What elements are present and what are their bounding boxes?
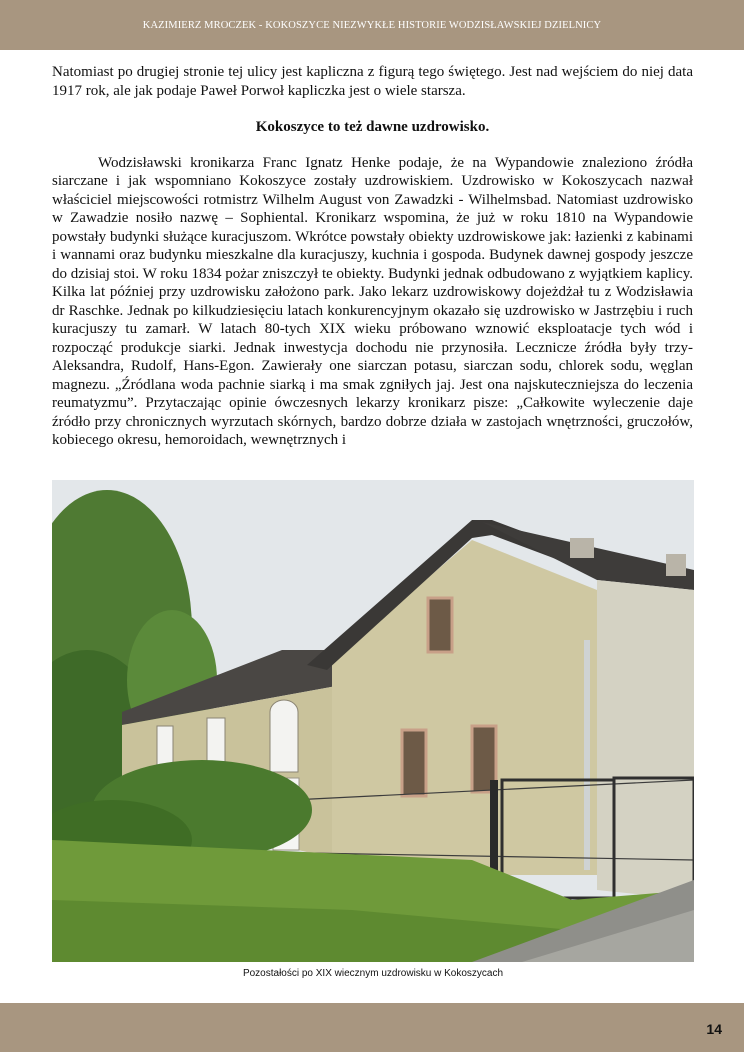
footer-bar (0, 1003, 744, 1052)
intro-paragraph: Natomiast po drugiej stronie tej ulicy jest kapliczna z figurą tego świętego. Jest nad wejściem do niej data 1917 rok, ale jak podaje Paweł Porwoł kapliczka jest o wiele starsza. (52, 64, 693, 99)
article-body (52, 63, 693, 450)
section-heading: Kokoszyce to też dawne uzdrowisko. (255, 119, 490, 135)
photo-caption: Pozostałości po XIX wiecznym uzdrowisku w Kokoszycach (242, 968, 504, 979)
building-illustration (52, 480, 694, 962)
running-header (0, 0, 744, 50)
running-header-title: KAZIMIERZ MROCZEK - KOKOSZYCE NIEZWYKŁE HISTORIE WODZISŁAWSKIEJ DZIELNICY (142, 19, 602, 31)
building-photo (52, 480, 694, 962)
page-number: 14 (706, 1021, 722, 1037)
main-paragraph: Wodzisławski kronikarza Franc Ignatz Henke podaje, że na Wypandowie znaleziono źródła siarczane i jak wspomniano Kokoszyce zostały uzdrowiskiem. Uzdrowisko w Kokoszycach nazwał właściciel miejscowości rotmistrz Wilhelm August von Zawadzki - Wilhelmsbad. Natomiast uzdrowisko w Zawadzie nosiło nazwę – Sophiental. Kronikarz wspomina, że już w roku 1810 na Wypandowie powstały budynki służące kuracjuszom. Wkrótce powstały obiekty uzdrowiskowe jak: łazienki z kabinami i wannami oraz budynku mieszkalne dla kuracjuszy, kuchnia i gospoda. Budynek dawnej gospody jeszcze do dzisiaj stoi. W roku 1834 pożar zniszczył te obiekty. Budynki jednak odbudowano z wyjątkiem kaplicy. Kilka lat później przy uzdrowisku założono park. Jako lekarz uzdrowiskowy dojeżdżał tu z Wodzisławia dr Raschke. Jednak po kilkudziesięciu latach konkurencyjnym okazało się uzdrowisko w Jastrzębiu i ruch kuracjuszy tu zamarł. W latach 80-tych XIX wieku próbowano wznowić eksploatacje tych wód i rozpocząć produkcje siarki. Jednak inwestycja dochodu nie przynosiła. Lecznicze źródła były trzy- Aleksandra, Rudolf, Hans-Egon. Zawierały one siarczan potasu, siarczan sodu, chlorek sodu, węglan magnezu. „Źródlana woda pachnie siarką i ma smak zgniłych jaj. Jest ona najskuteczniejsza do leczenia reumatyzmu”. Przytaczając opinie ówczesnych lekarzy kronikarz pisze: „Całkowite wyleczenie daje źródło przy chronicznych wyrzutach skórnych, bardzo dobrze działa w zastojach wnętrzności, gruczołów, kobiecego okresu, hemoroidach, wewnętrznych i (52, 154, 693, 448)
